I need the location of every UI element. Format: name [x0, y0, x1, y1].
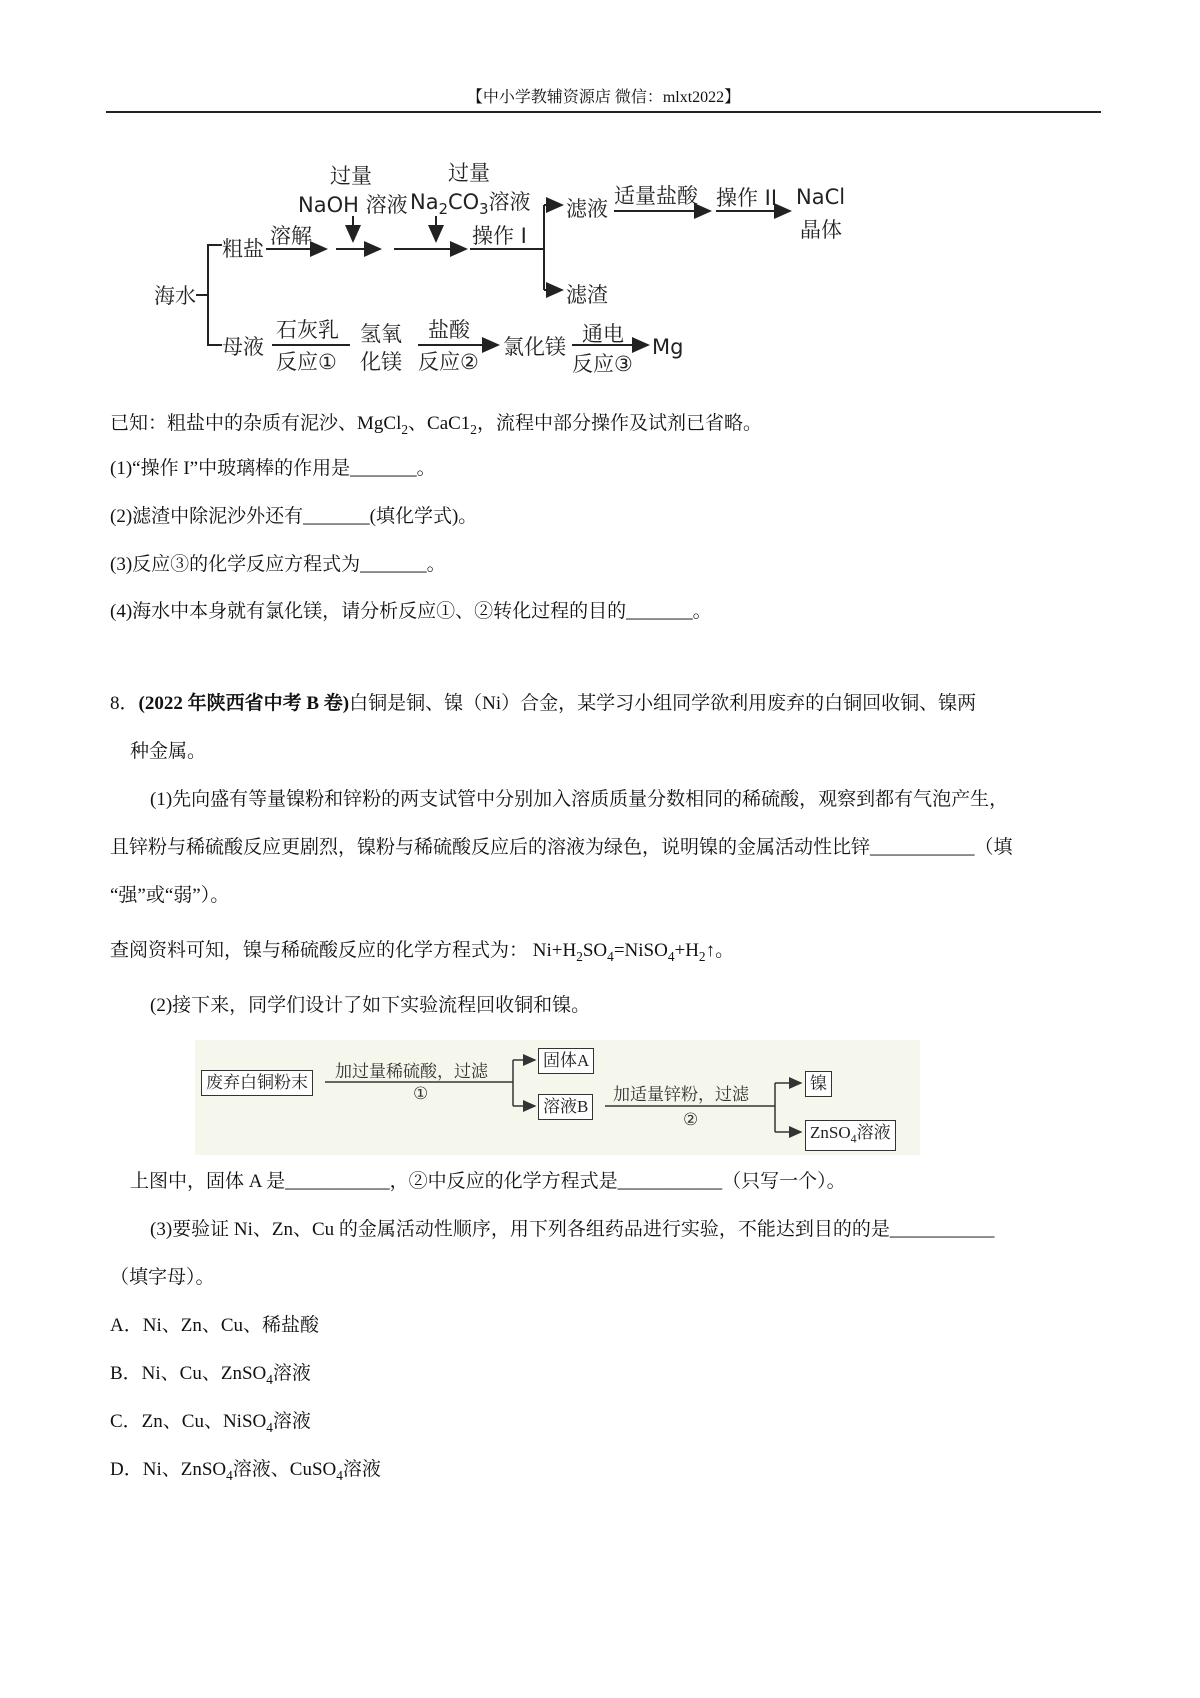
label-mg: Mg [652, 335, 684, 359]
label-hcl-appropriate: 适量盐酸 [614, 184, 698, 208]
label-excess-2: 过量 [448, 161, 490, 185]
option-b: B．Ni、Cu、ZnSO$_4$溶液 [110, 1363, 311, 1387]
recovery-flowchart [195, 1040, 920, 1155]
label-reaction-3: 反应③ [572, 352, 633, 376]
label-reaction-1: 反应① [276, 350, 337, 374]
label-electrolysis: 通电 [582, 322, 624, 346]
label-circle-1: ① [413, 1084, 429, 1103]
box-znso4-solution: ZnSO$_4$溶液 [805, 1120, 896, 1151]
part-2-question: 上图中，固体 A 是___________，②中反应的化学方程式是___________（只写一个）。 [130, 1171, 846, 1192]
label-naoh: NaOH 溶液 [298, 193, 408, 217]
part-1-line-3: “强”或“弱”）。 [110, 885, 230, 906]
label-operation-2: 操作 II [716, 186, 778, 210]
box-scrap-cupronickel: 废弃白铜粉末 [201, 1070, 313, 1096]
part-3-line-1: (3)要验证 Ni、Zn、Cu 的金属活动性顺序，用下列各组药品进行实验，不能达到目的的是___________ [150, 1219, 995, 1240]
part-2-intro: (2)接下来，同学们设计了如下实验流程回收铜和镍。 [150, 995, 591, 1016]
question-3: (3)反应③的化学反应方程式为_______。 [110, 554, 446, 575]
option-a: A．Ni、Zn、Cu、稀盐酸 [110, 1315, 320, 1336]
question-8-stem: 8．(2022 年陕西省中考 B 卷)白铜是铜、镍（Ni）合金，某学习小组同学欲利用废弃的白铜回收铜、镍两 [110, 693, 977, 714]
label-crude-salt: 粗盐 [222, 237, 264, 261]
box-solid-a: 固体A [538, 1048, 594, 1074]
question-2: (2)滤渣中除泥沙外还有_______(填化学式)。 [110, 506, 478, 527]
option-d: D．Ni、ZnSO$_4$溶液、CuSO$_4$溶液 [110, 1459, 381, 1483]
question-1: (1)“操作 I”中玻璃棒的作用是_______。 [110, 458, 436, 479]
label-mgcl2: 氯化镁 [503, 335, 566, 359]
label-seawater: 海水 [154, 284, 196, 308]
question-4: (4)海水中本身就有氯化镁，请分析反应①、②转化过程的目的_______。 [110, 601, 712, 622]
part-1-line-1: (1)先向盛有等量镍粉和锌粉的两支试管中分别加入溶质质量分数相同的稀硫酸，观察到都有气泡产生， [150, 789, 1009, 810]
part-1-line-2: 且锌粉与稀硫酸反应更剧烈，镍粉与稀硫酸反应后的溶液为绿色，说明镍的金属活动性比锌___________（填 [110, 837, 1013, 858]
label-nacl: NaCl [796, 185, 846, 209]
box-nickel: 镍 [805, 1071, 832, 1097]
box-solution-b: 溶液B [538, 1094, 593, 1120]
known-info: 已知：粗盐中的杂质有泥沙、MgCl$_2$、$CaC1_2$，流程中部分操作及试剂已省略。 [110, 413, 762, 437]
label-residue: 滤渣 [566, 283, 608, 307]
label-circle-2: ② [683, 1110, 699, 1129]
label-excess-1: 过量 [330, 164, 372, 188]
label-mother-liquor: 母液 [222, 335, 264, 359]
label-step-1: 加过量稀硫酸，过滤 [335, 1062, 488, 1081]
page-header: 【中小学教辅资源店 微信：mlxt2022】 [466, 89, 741, 106]
option-c: C．Zn、Cu、NiSO$_4$溶液 [110, 1411, 311, 1435]
question-8-stem-2: 种金属。 [130, 741, 207, 762]
label-reaction-2: 反应② [418, 350, 479, 374]
label-mgoh2-1: 氢氧 [360, 322, 402, 346]
part-3-line-2: （填字母）。 [110, 1267, 215, 1288]
seawater-flowchart [0, 0, 1200, 400]
label-na2co3: $Na_2CO_3$溶液 [410, 190, 531, 219]
label-mgoh2-2: 化镁 [360, 350, 402, 374]
label-operation-1: 操作 I [472, 224, 527, 248]
nickel-equation: 查阅资料可知，镍与稀硫酸反应的化学方程式为： $Ni+H_2SO_4=NiSO_4+H_2↑$。 [110, 940, 735, 964]
label-hcl: 盐酸 [428, 318, 470, 342]
label-dissolve: 溶解 [270, 224, 312, 248]
label-filtrate: 滤液 [566, 197, 608, 221]
label-lime: 石灰乳 [276, 318, 339, 342]
label-crystal: 晶体 [800, 218, 842, 242]
label-step-2: 加适量锌粉，过滤 [613, 1085, 749, 1104]
